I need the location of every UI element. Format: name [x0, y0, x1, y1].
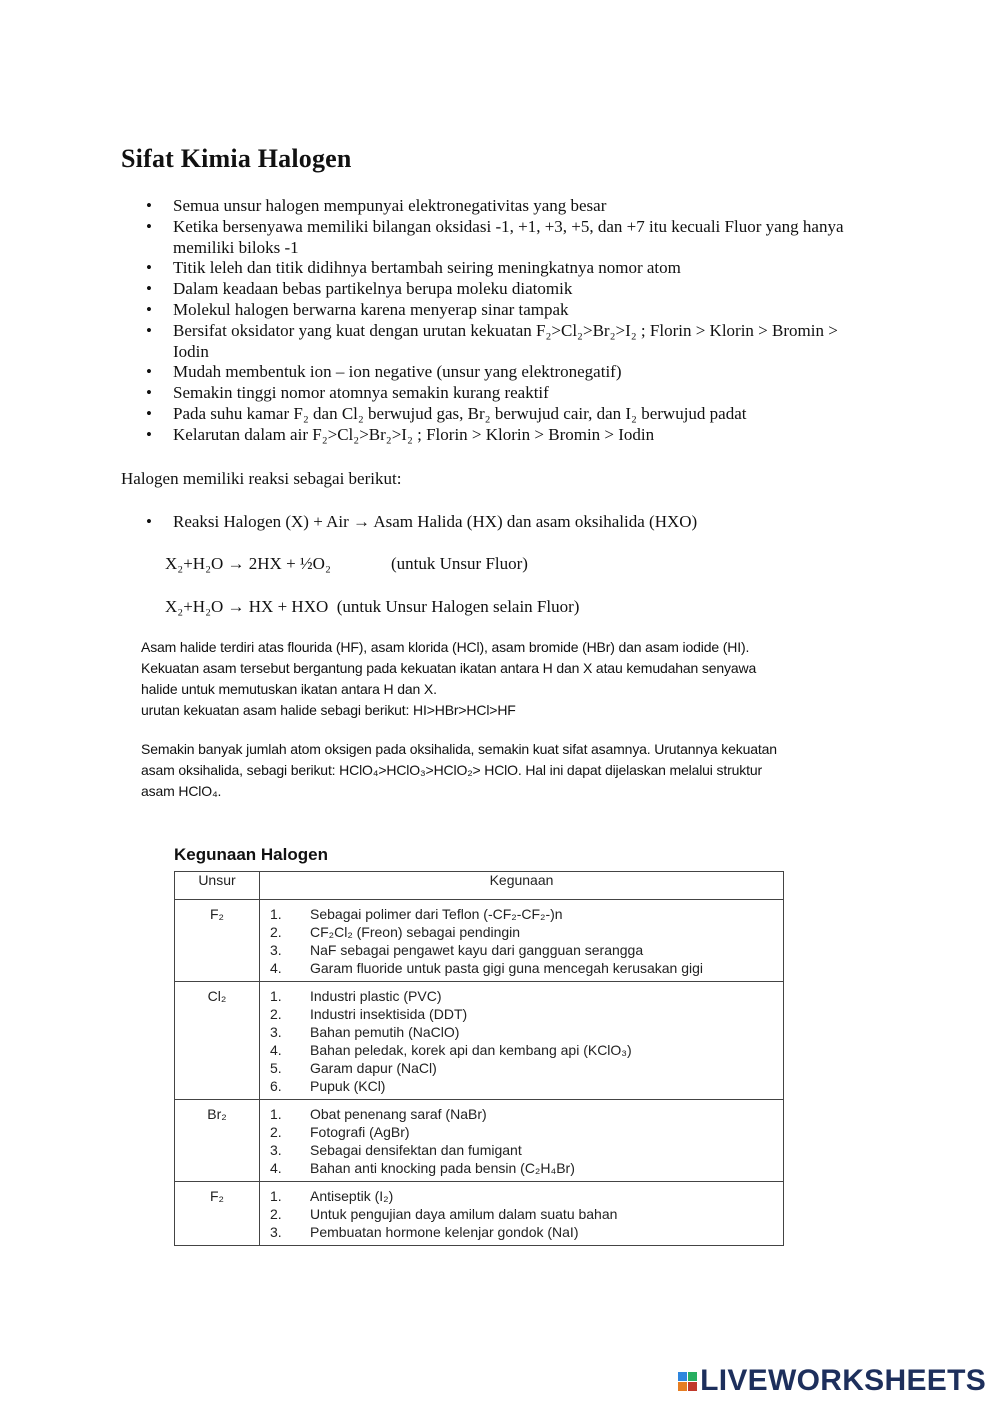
- item-text: Fotografi (AgBr): [310, 1124, 410, 1140]
- list-item: • Molekul halogen berwarna karena menyerap sinar tampak: [145, 300, 845, 321]
- badge-square: [688, 1372, 697, 1381]
- list-item: [270, 1005, 775, 1023]
- list-item: • Dalam keadaan bebas partikelnya berupa moleku diatomik: [145, 279, 845, 300]
- list-item: [270, 1223, 775, 1241]
- list-item: • Semakin tinggi nomor atomnya semakin kurang reaktif: [145, 383, 845, 404]
- uses-list: [270, 905, 775, 977]
- list-item: [270, 1041, 775, 1059]
- item-number: 6.: [270, 1078, 282, 1094]
- table-title: Kegunaan Halogen: [174, 845, 328, 864]
- item-text: Bahan peledak, korek api dan kembang api (KClO₃): [310, 1042, 632, 1058]
- item-number: 3.: [270, 1224, 282, 1240]
- uses-table: [174, 871, 784, 1246]
- list-item: • Bersifat oksidator yang kuat dengan urutan kekuatan F₂>Cl₂>Br₂>I₂ ; Florin > Klorin > Bromin > Iodin: [145, 321, 845, 363]
- list-item: [270, 941, 775, 959]
- logo-badge-icon: [678, 1372, 697, 1391]
- item-number: 3.: [270, 942, 282, 958]
- equation-note: (untuk Unsur Halogen selain Fluor): [336, 597, 580, 616]
- item-number: 2.: [270, 924, 282, 940]
- list-item: • Pada suhu kamar F₂ dan Cl₂ berwujud gas, Br₂ berwujud cair, dan I₂ berwujud padat: [145, 404, 845, 425]
- item-number: 4.: [270, 960, 282, 976]
- list-item: [270, 1141, 775, 1159]
- list-item: • Mudah membentuk ion – ion negative (unsur yang elektronegatif): [145, 362, 845, 383]
- item-text: Bahan anti knocking pada bensin (C₂H₄Br): [310, 1160, 575, 1176]
- equation-note: (untuk Unsur Fluor): [391, 554, 528, 573]
- item-number: 2.: [270, 1006, 282, 1022]
- equation-fluor: [165, 554, 528, 574]
- item-text: Sebagai densifektan dan fumigant: [310, 1142, 522, 1158]
- list-item: [270, 1023, 775, 1041]
- uses-list: [270, 987, 775, 1095]
- column-header-kegunaan: Kegunaan: [260, 872, 784, 900]
- reaction-list: [145, 512, 697, 532]
- uses-list: [270, 1105, 775, 1177]
- list-item: [270, 905, 775, 923]
- paragraph-line: asam HClO₄.: [141, 783, 222, 799]
- badge-square: [678, 1372, 687, 1381]
- unsur-cell: Cl₂: [175, 982, 260, 1100]
- uses-list: [270, 1187, 775, 1241]
- reaction-intro: Halogen memiliki reaksi sebagai berikut:: [121, 469, 402, 488]
- equation-other-halogen: [165, 597, 579, 617]
- item-text: Pupuk (KCl): [310, 1078, 386, 1094]
- list-item: [270, 1159, 775, 1177]
- item-number: 1.: [270, 1188, 282, 1204]
- item-number: 1.: [270, 988, 282, 1004]
- item-number: 2.: [270, 1124, 282, 1140]
- list-item: [270, 1123, 775, 1141]
- item-text: Sebagai polimer dari Teflon (-CF₂-CF₂-)n: [310, 906, 563, 922]
- paragraph-line: urutan kekuatan asam halide sebagi berikut: HI>HBr>HCl>HF: [141, 702, 516, 718]
- list-item: [270, 1059, 775, 1077]
- item-text: Antiseptik (I₂): [310, 1188, 394, 1204]
- paragraph-line: Kekuatan asam tersebut bergantung pada kekuatan ikatan antara H dan X atau kemudahan senyawa: [141, 660, 757, 676]
- equation-formula: X₂+H₂O → 2HX + ½O₂: [165, 554, 331, 573]
- column-header-unsur: Unsur: [175, 872, 260, 900]
- item-text: CF₂Cl₂ (Freon) sebagai pendingin: [310, 924, 521, 940]
- unsur-cell: Br₂: [175, 1100, 260, 1182]
- item-text: Bahan pemutih (NaClO): [310, 1024, 460, 1040]
- item-number: 1.: [270, 906, 282, 922]
- paragraph-line: halide untuk memutuskan ikatan antara H dan X.: [141, 681, 437, 697]
- list-item: [270, 1077, 775, 1095]
- unsur-cell: F₂: [175, 1182, 260, 1246]
- table-row: [175, 1182, 784, 1246]
- item-number: 3.: [270, 1142, 282, 1158]
- table-row: [175, 1100, 784, 1182]
- item-number: 1.: [270, 1106, 282, 1122]
- paragraph-line: Asam halide terdiri atas flourida (HF), asam klorida (HCl), asam bromide (HBr) dan asam iodide (HI).: [141, 639, 750, 655]
- item-text: Pembuatan hormone kelenjar gondok (NaI): [310, 1224, 579, 1240]
- badge-square: [678, 1382, 687, 1391]
- unsur-cell: F₂: [175, 900, 260, 982]
- list-item: [270, 987, 775, 1005]
- paragraph-line: asam oksihalida, sebagi berikut: HClO₄>HClO₃>HClO₂> HClO. Hal ini dapat dijelaskan melalui struktur: [141, 762, 762, 778]
- list-item: [270, 1105, 775, 1123]
- kegunaan-cell: [260, 1100, 784, 1182]
- acid-halide-paragraph: [141, 637, 861, 721]
- item-number: 4.: [270, 1042, 282, 1058]
- table-row: [175, 982, 784, 1100]
- list-item: [270, 923, 775, 941]
- list-item: [270, 1187, 775, 1205]
- table-header-row: [175, 872, 784, 900]
- item-text: Garam dapur (NaCl): [310, 1060, 437, 1076]
- list-item: [270, 1205, 775, 1223]
- item-text: Industri insektisida (DDT): [310, 1006, 468, 1022]
- logo-brand-text: LIVEWORKSHEETS: [700, 1364, 986, 1397]
- equation-formula: X₂+H₂O → HX + HXO: [165, 597, 329, 616]
- kegunaan-cell: [260, 1182, 784, 1246]
- item-text: Garam fluoride untuk pasta gigi guna mencegah kerusakan gigi: [310, 960, 704, 976]
- list-item: • Titik leleh dan titik didihnya bertambah seiring meningkatnya nomor atom: [145, 258, 845, 279]
- kegunaan-cell: [260, 982, 784, 1100]
- kegunaan-cell: [260, 900, 784, 982]
- reaction-bullet: • Reaksi Halogen (X) + Air → Asam Halida (HX) dan asam oksihalida (HXO): [145, 512, 697, 532]
- oxyhalide-paragraph: [141, 739, 861, 802]
- item-number: 2.: [270, 1206, 282, 1222]
- item-number: 4.: [270, 1160, 282, 1176]
- list-item: • Kelarutan dalam air F₂>Cl₂>Br₂>I₂ ; Florin > Klorin > Bromin > Iodin: [145, 425, 845, 446]
- properties-list: [145, 196, 845, 446]
- liveworksheets-logo: [678, 1364, 986, 1398]
- list-item: • Ketika bersenyawa memiliki bilangan oksidasi -1, +1, +3, +5, dan +7 itu kecuali Fluor yang hanya memiliki biloks -1: [145, 217, 845, 259]
- list-item: • Semua unsur halogen mempunyai elektronegativitas yang besar: [145, 196, 845, 217]
- item-text: NaF sebagai pengawet kayu dari gangguan serangga: [310, 942, 644, 958]
- badge-square: [688, 1382, 697, 1391]
- item-number: 3.: [270, 1024, 282, 1040]
- item-number: 5.: [270, 1060, 282, 1076]
- item-text: Obat penenang saraf (NaBr): [310, 1106, 487, 1122]
- page-title: Sifat Kimia Halogen: [121, 144, 352, 173]
- table-row: [175, 900, 784, 982]
- list-item: [270, 959, 775, 977]
- item-text: Untuk pengujian daya amilum dalam suatu bahan: [310, 1206, 618, 1222]
- item-text: Industri plastic (PVC): [310, 988, 442, 1004]
- paragraph-line: Semakin banyak jumlah atom oksigen pada oksihalida, semakin kuat sifat asamnya. Urutannya kekuatan: [141, 741, 777, 757]
